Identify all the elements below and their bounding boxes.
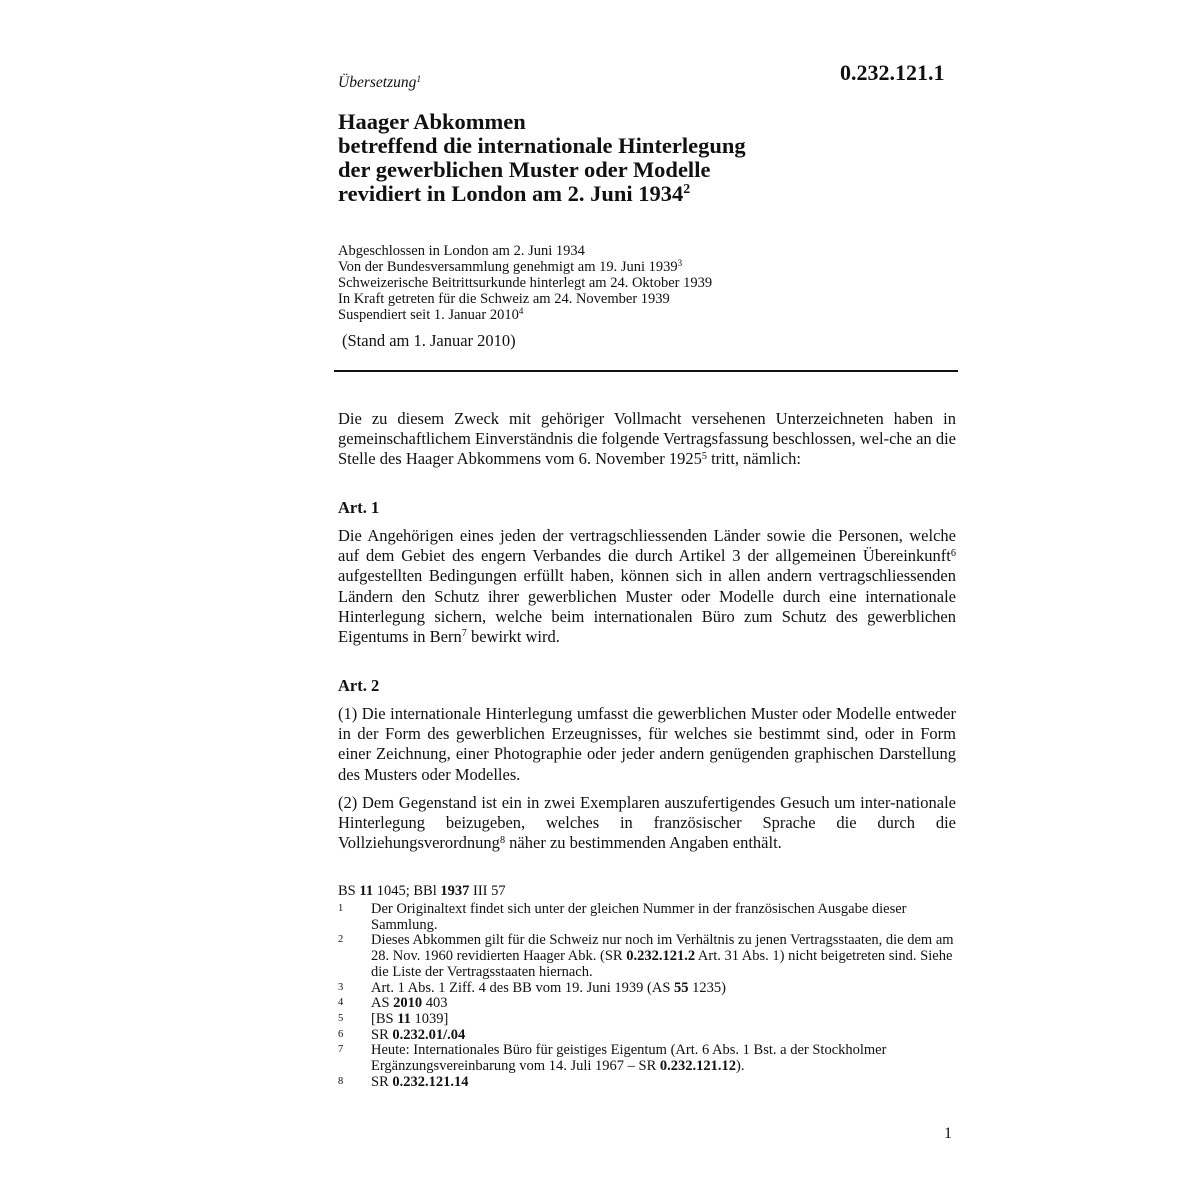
sr-number: 0.232.121.1 [840, 60, 945, 85]
footnote-number: 1 [338, 903, 344, 914]
footnotes [338, 902, 958, 1090]
header-divider [334, 370, 958, 372]
treaty-metadata [338, 243, 958, 323]
status-date: (Stand am 1. Januar 2010) [342, 331, 516, 350]
article-2-paragraph-1: (1) Die internationale Hinterlegung umfasst die gewerblichen Muster oder Modelle entweder in der Form des gewerblichen Erzeugnisses, für welches sie bestimmt sind, oder in Form einer Zeichnung, einer Photographie oder jeder andern genügenden graphischen Darstellung des Musters oder Modelles. [338, 704, 956, 784]
footnote-number: 8 [338, 1075, 344, 1087]
title-line: der gewerblichen Muster oder Modelle [338, 157, 711, 182]
footnote-ref[interactable]: 3 [677, 258, 683, 269]
source-reference: BS 11 1045; BBl 1937 III 57 [338, 883, 506, 899]
footnote-ref[interactable]: 7 [461, 628, 467, 640]
footnote-number: 3 [338, 981, 344, 993]
translation-label: Übersetzung$^1$ [338, 73, 422, 91]
title-line: revidiert in London am 2. Juni 1934$^2$ [338, 181, 691, 206]
article-1-text: Die Angehörigen eines jeden der vertragschliessenden Länder sowie die Personen, welche auf dem Gebiet des engern Verbandes die durch Artikel 3 der allgemeinen Übereinkunft$^6$ aufgestellten Bedingungen erfüllt haben, können sich in allen andern vertragschliessenden Ländern den Schutz ihrer gewerblichen Muster oder Modelle durch eine internationale Hinterlegung sichern, welche beim internationalen Büro zum Schutz des gewerblichen Eigentums in Bern$^7$ bewirkt wird. [338, 526, 956, 647]
footnote-item: 7 Heute: Internationales Büro für geistiges Eigentum (Art. 6 Abs. 1 Bst. a der Stockholmer Ergänzungsvereinbarung vom 14. Juli 1967 – SR 0.232.121.12). [338, 1042, 887, 1075]
title-line: betreffend die internationale Hinterlegung [338, 133, 746, 158]
footnote-item: 8 SR 0.232.121.14 [338, 1073, 469, 1090]
footnote-item: 2 Dieses Abkommen gilt für die Schweiz nur noch im Verhältnis zu jenen Vertragsstaaten, die dem am 28. Nov. 1960 revidierten Haager Abk. (SR 0.232.121.2 Art. 31 Abs. 1) nicht beigetreten sind. Siehe die Liste der Vertragsstaaten hiernach. [338, 932, 954, 980]
footnote-item: 3 Art. 1 Abs. 1 Ziff. 4 des BB vom 19. Juni 1939 (AS 55 1235) [338, 979, 727, 996]
meta-suspended: Suspendiert seit 1. Januar 2010$^4$ [338, 306, 524, 323]
footnote-number: 5 [338, 1012, 344, 1024]
footnote-ref[interactable]: 5 [701, 450, 707, 462]
article-1-heading: Art. 1 [338, 498, 380, 517]
meta-concluded: Abgeschlossen in London am 2. Juni 1934 [338, 243, 585, 259]
footnote-ref[interactable]: 8 [499, 834, 506, 846]
footnote-item: 6 SR 0.232.01/.04 [338, 1026, 466, 1043]
footnote-item: 4 AS 2010 403 [338, 995, 448, 1012]
preamble-paragraph: Die zu diesem Zweck mit gehöriger Vollmacht versehenen Unterzeichneten haben in gemeinschaftlichem Einverständnis die folgende Vertragsfassung beschlossen, wel-che an die Stelle des Haager Abkommens vom 6. November 1925$^5$ tritt, nämlich: [338, 409, 956, 469]
meta-approved: Von der Bundesversammlung genehmigt am 19. Juni 1939$^3$ [338, 258, 683, 275]
article-2-heading: Art. 2 [338, 676, 380, 695]
page-number: 1 [944, 1125, 952, 1142]
footnote-number: 6 [338, 1028, 344, 1040]
footnote-ref[interactable]: 1 [416, 73, 422, 85]
footnote-number: 7 [338, 1044, 344, 1056]
footnote-number: 2 [338, 934, 344, 946]
footnote-ref[interactable]: 4 [518, 306, 524, 317]
article-2-paragraph-2: (2) Dem Gegenstand ist ein in zwei Exemplaren auszufertigendes Gesuch um inter-nationale Hinterlegung beizugeben, welches in französischer Sprache die durch die Vollziehungsverordnung$^8$ näher zu bestimmenden Angaben enthält. [338, 793, 956, 853]
meta-in-force: In Kraft getreten für die Schweiz am 24. November 1939 [338, 291, 670, 307]
footnote-number: 4 [338, 997, 344, 1009]
footnote-ref[interactable]: 6 [950, 547, 956, 559]
meta-deposited: Schweizerische Beitrittsurkunde hinterlegt am 24. Oktober 1939 [338, 275, 713, 291]
footnote-ref[interactable]: 2 [683, 182, 691, 198]
footnote-item: 1 Der Originaltext findet sich unter der gleichen Nummer in der französischen Ausgabe dieser Sammlung. [338, 901, 907, 933]
title-line: Haager Abkommen [338, 109, 526, 134]
footnote-item: 5 [BS 11 1039] [338, 1010, 449, 1027]
document-title [338, 110, 958, 206]
